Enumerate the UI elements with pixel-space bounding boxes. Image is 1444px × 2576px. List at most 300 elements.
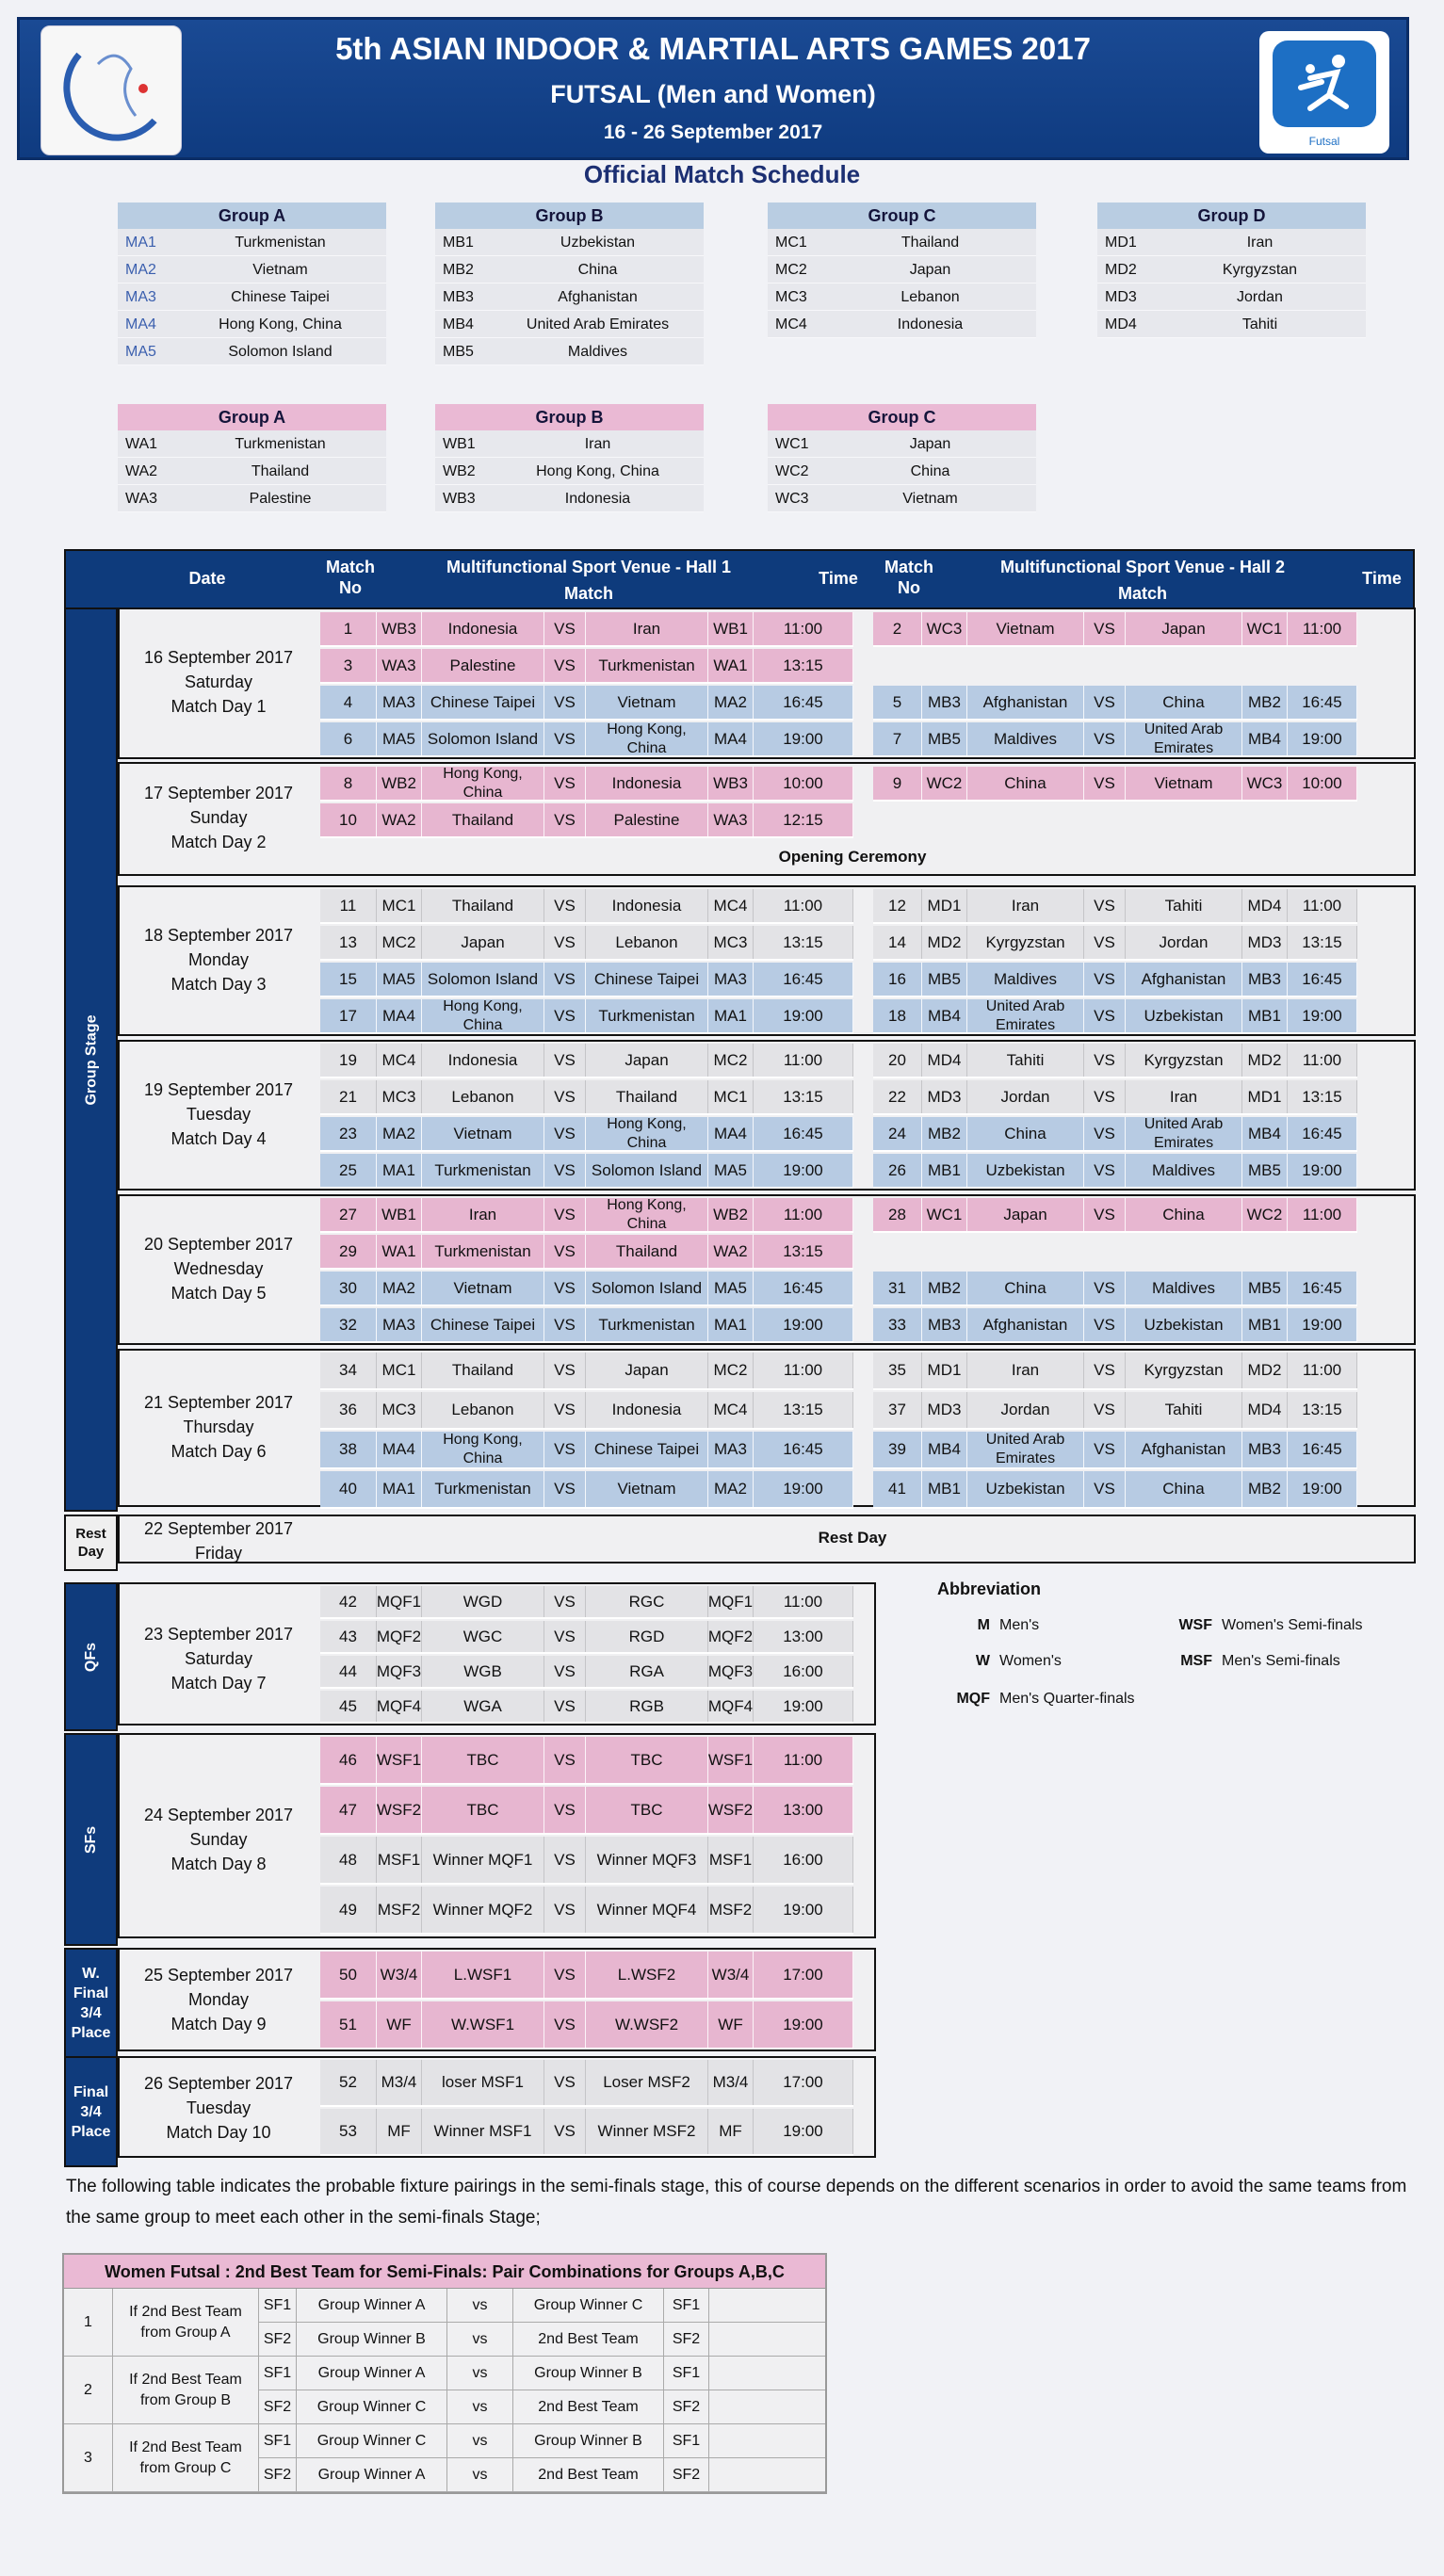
match-row	[320, 649, 853, 684]
home-code: MA5	[377, 722, 422, 755]
match-row	[320, 1787, 853, 1835]
away-code: MA5	[708, 1272, 754, 1304]
match-number: 28	[873, 1198, 922, 1231]
home-code: WC1	[922, 1198, 967, 1231]
away-team: Indonesia	[586, 1392, 708, 1428]
pair-cell: vs	[447, 2458, 513, 2491]
match-time: 19:00	[1288, 1471, 1357, 1507]
match-row	[320, 1737, 853, 1785]
away-code: MQF1	[708, 1586, 754, 1617]
day-date: 18 September 2017	[143, 926, 294, 945]
match-number: 30	[320, 1272, 377, 1304]
home-code: WB3	[377, 612, 422, 645]
home-code: MA4	[377, 999, 422, 1032]
day-label: Match Day 8	[170, 1855, 267, 1873]
team-code: MD1	[1105, 235, 1137, 251]
match-time: 19:00	[1288, 1154, 1357, 1187]
day-weekday: Saturday	[184, 1649, 253, 1668]
team-code: MD3	[1105, 289, 1137, 305]
away-code: MB2	[1242, 686, 1288, 719]
away-team: Loser MSF2	[586, 2060, 708, 2105]
versus: VS	[1084, 963, 1126, 996]
match-number: 38	[320, 1432, 377, 1467]
home-code: MQF4	[377, 1691, 422, 1722]
match-time: 19:00	[1288, 722, 1357, 755]
match-row	[873, 767, 1357, 802]
abbreviation-value: Men's Semi-finals	[1222, 1653, 1340, 1669]
abbreviation-item	[937, 1691, 1135, 1708]
match-row	[873, 1198, 1357, 1233]
group-team-row	[118, 256, 386, 284]
match-number: 13	[320, 926, 377, 959]
away-team: Kyrgyzstan	[1126, 1044, 1242, 1077]
day-label: Match Day 6	[170, 1442, 267, 1461]
pair-cell: vs	[447, 2323, 513, 2356]
away-code: WC3	[1242, 767, 1288, 800]
match-number: 37	[873, 1392, 922, 1428]
match-time: 13:15	[754, 649, 853, 682]
versus: VS	[1084, 1044, 1126, 1077]
match-row	[320, 1272, 853, 1306]
match-number: 19	[320, 1044, 377, 1077]
pair-row	[259, 2357, 825, 2390]
match-number: 46	[320, 1737, 377, 1783]
home-team: Vietnam	[967, 612, 1084, 645]
match-time: 13:15	[754, 926, 853, 959]
match-time: 19:00	[754, 1308, 853, 1341]
day-date	[120, 923, 317, 996]
group-team-row	[435, 284, 704, 311]
home-team: WGA	[422, 1691, 544, 1722]
away-team: Palestine	[586, 803, 708, 836]
day-weekday: Thursday	[183, 1418, 254, 1436]
away-code: MB1	[1242, 1308, 1288, 1341]
home-team: Vietnam	[422, 1117, 544, 1150]
versus: VS	[544, 1656, 586, 1687]
away-team: Afghanistan	[1126, 1432, 1242, 1467]
away-team: Hong Kong, China	[586, 1117, 708, 1150]
versus: VS	[544, 1392, 586, 1428]
match-row	[320, 1952, 853, 2000]
versus: VS	[1084, 1080, 1126, 1113]
team-name: Solomon Island	[228, 344, 333, 360]
away-code: WC1	[1242, 612, 1288, 645]
home-team: Winner MSF1	[422, 2109, 544, 2154]
match-number: 34	[320, 1353, 377, 1388]
versus: VS	[544, 1586, 586, 1617]
match-row	[873, 926, 1357, 961]
away-team: TBC	[586, 1737, 708, 1783]
match-time: 11:00	[754, 612, 853, 645]
away-code: W3/4	[708, 1952, 754, 1998]
pair-cell: SF2	[259, 2458, 297, 2491]
pair-cell: vs	[447, 2357, 513, 2390]
versus: VS	[1084, 1154, 1126, 1187]
away-team: L.WSF2	[586, 1952, 708, 1998]
day-date	[120, 1077, 317, 1151]
day-weekday: Friday	[194, 1544, 242, 1563]
home-code: MD3	[922, 1392, 967, 1428]
match-number: 35	[873, 1353, 922, 1388]
match-number: 3	[320, 649, 377, 682]
day-date	[120, 645, 317, 719]
abbreviation-value: Men's	[999, 1617, 1040, 1633]
team-name: China	[910, 463, 950, 479]
pair-row	[259, 2390, 825, 2424]
away-code: MC1	[708, 1080, 754, 1113]
group-team-row	[768, 458, 1036, 485]
away-team: Iran	[1126, 1080, 1242, 1113]
home-team: Lebanon	[422, 1392, 544, 1428]
home-code: MB5	[922, 963, 967, 996]
group-header: Group B	[435, 404, 704, 430]
match-row	[320, 1198, 853, 1233]
match-row	[320, 1353, 853, 1390]
away-code: MA2	[708, 686, 754, 719]
versus: VS	[544, 1837, 586, 1883]
women-sf-table	[62, 2253, 827, 2494]
team-name: Kyrgyzstan	[1222, 262, 1298, 278]
women-sf-group	[64, 2357, 825, 2424]
group-header: Group B	[435, 203, 704, 229]
away-team: Vietnam	[586, 1471, 708, 1507]
day-label: Match Day 10	[166, 2123, 271, 2142]
match-time: 13:15	[1288, 1080, 1357, 1113]
abbreviation-key: W	[975, 1653, 990, 1669]
versus: VS	[1084, 1198, 1126, 1231]
match-number: 7	[873, 722, 922, 755]
away-code: MB2	[1242, 1471, 1288, 1507]
home-team: TBC	[422, 1787, 544, 1833]
match-row	[873, 1471, 1357, 1509]
rest-day-note: Rest Day	[818, 1529, 887, 1547]
match-number: 42	[320, 1586, 377, 1617]
day-date	[120, 1622, 317, 1695]
match-number: 25	[320, 1154, 377, 1187]
pair-row	[259, 2289, 825, 2323]
match-row	[320, 1471, 853, 1509]
team-code: MB3	[443, 289, 474, 305]
women-group	[435, 404, 704, 512]
pair-cell: Group Winner A	[297, 2289, 447, 2322]
abbreviation-value: Women's	[999, 1653, 1062, 1669]
match-number: 33	[873, 1308, 922, 1341]
versus: VS	[544, 649, 586, 682]
home-team: Iran	[967, 889, 1084, 922]
away-team: Chinese Taipei	[586, 1432, 708, 1467]
scenario-number: 1	[64, 2289, 113, 2357]
home-team: Winner MQF1	[422, 1837, 544, 1883]
away-team: Solomon Island	[586, 1272, 708, 1304]
home-team: Indonesia	[422, 612, 544, 645]
day-weekday: Tuesday	[186, 2098, 251, 2117]
away-team: Indonesia	[586, 889, 708, 922]
home-code: MA2	[377, 1272, 422, 1304]
home-code: M3/4	[377, 2060, 422, 2105]
team-code: MB5	[443, 344, 474, 360]
group-team-row	[118, 229, 386, 256]
home-team: Chinese Taipei	[422, 1308, 544, 1341]
home-team: Maldives	[967, 722, 1084, 755]
stage-sf: SFs	[64, 1733, 118, 1946]
match-row	[320, 803, 853, 838]
versus: VS	[544, 1621, 586, 1652]
day-weekday: Wednesday	[173, 1259, 264, 1278]
team-code: WB2	[443, 463, 476, 479]
team-code: MB1	[443, 235, 474, 251]
header-time-1: Time	[819, 569, 858, 588]
home-code: MB4	[922, 1432, 967, 1467]
away-code: MC4	[708, 889, 754, 922]
day-date: 20 September 2017	[143, 1235, 294, 1254]
futsal-player-icon	[1273, 41, 1376, 127]
versus: VS	[544, 1117, 586, 1150]
match-number: 18	[873, 999, 922, 1032]
versus: VS	[1084, 1471, 1126, 1507]
match-time: 10:00	[754, 767, 853, 800]
day-date	[120, 1390, 317, 1464]
match-row	[320, 1837, 853, 1885]
home-team: Thailand	[422, 889, 544, 922]
women-group	[768, 404, 1036, 512]
home-team: Maldives	[967, 963, 1084, 996]
header-date: Date	[188, 569, 226, 588]
abbreviation-item	[1163, 1617, 1362, 1634]
match-time: 13:15	[754, 1080, 853, 1113]
team-code: MA5	[125, 344, 156, 360]
away-team: Uzbekistan	[1126, 999, 1242, 1032]
group-header: Group A	[118, 404, 386, 430]
away-team: Turkmenistan	[586, 649, 708, 682]
away-code: MF	[708, 2109, 754, 2154]
home-code: MSF1	[377, 1837, 422, 1883]
pair-cell: Group Winner C	[513, 2289, 664, 2322]
home-team: W.WSF1	[422, 2001, 544, 2048]
team-name: Vietnam	[252, 262, 308, 278]
home-code: MB2	[922, 1117, 967, 1150]
match-number: 5	[873, 686, 922, 719]
away-code: MB5	[1242, 1154, 1288, 1187]
pair-cell: SF2	[664, 2390, 709, 2423]
abbreviation-key: WSF	[1178, 1617, 1212, 1633]
team-name: Hong Kong, China	[219, 316, 342, 332]
match-number: 4	[320, 686, 377, 719]
home-team: Indonesia	[422, 1044, 544, 1077]
away-code: MD4	[1242, 889, 1288, 922]
day-label: Match Day 5	[170, 1284, 267, 1303]
match-row	[320, 926, 853, 961]
away-team: RGB	[586, 1691, 708, 1722]
match-row	[320, 1887, 853, 1935]
group-team-row	[1097, 284, 1366, 311]
away-code: MC3	[708, 926, 754, 959]
home-team: Thailand	[422, 803, 544, 836]
home-team: Afghanistan	[967, 686, 1084, 719]
group-team-row	[768, 284, 1036, 311]
away-code: MA4	[708, 1117, 754, 1150]
match-time: 11:00	[754, 1353, 853, 1388]
match-number: 20	[873, 1044, 922, 1077]
versus: VS	[544, 2001, 586, 2048]
match-row	[320, 1308, 853, 1343]
home-team: Hong Kong, China	[422, 1432, 544, 1467]
away-code: MQF4	[708, 1691, 754, 1722]
versus: VS	[544, 926, 586, 959]
away-code: MSF1	[708, 1837, 754, 1883]
match-row	[320, 1432, 853, 1469]
team-code: WC1	[775, 436, 809, 452]
away-team: Chinese Taipei	[586, 963, 708, 996]
away-code: MC4	[708, 1392, 754, 1428]
match-time: 10:00	[1288, 767, 1357, 800]
match-number: 10	[320, 803, 377, 836]
match-number: 49	[320, 1887, 377, 1933]
home-code: MD1	[922, 889, 967, 922]
match-row	[320, 722, 853, 757]
away-team: China	[1126, 1471, 1242, 1507]
home-team: Jordan	[967, 1080, 1084, 1113]
day-date: 26 September 2017	[143, 2074, 294, 2093]
home-team: TBC	[422, 1737, 544, 1783]
home-code: MC1	[377, 889, 422, 922]
home-code: WA2	[377, 803, 422, 836]
match-row	[873, 1272, 1357, 1306]
match-row	[320, 963, 853, 997]
away-team: Japan	[586, 1044, 708, 1077]
team-code: WC2	[775, 463, 809, 479]
day-date: 21 September 2017	[143, 1393, 294, 1412]
group-team-row	[435, 485, 704, 512]
abbreviation-item	[937, 1617, 1039, 1634]
away-team: Lebanon	[586, 926, 708, 959]
match-time: 19:00	[1288, 999, 1357, 1032]
match-time: 16:45	[754, 1432, 853, 1467]
pair-row	[259, 2424, 825, 2458]
team-name: Palestine	[249, 491, 312, 507]
match-number: 15	[320, 963, 377, 996]
away-team: United Arab Emirates	[1126, 1117, 1242, 1150]
day-date: 24 September 2017	[143, 1806, 294, 1824]
home-team: Japan	[967, 1198, 1084, 1231]
versus: VS	[544, 1272, 586, 1304]
header-hall2: Multifunctional Sport Venue - Hall 2	[999, 558, 1286, 576]
pair-cell: SF2	[664, 2323, 709, 2356]
match-row	[320, 1044, 853, 1078]
home-team: Palestine	[422, 649, 544, 682]
team-name: Maldives	[567, 344, 628, 360]
group-team-row	[768, 256, 1036, 284]
group-header: Group C	[768, 203, 1036, 229]
versus: VS	[1084, 686, 1126, 719]
team-code: WB1	[443, 436, 476, 452]
versus: VS	[1084, 1353, 1126, 1388]
group-team-row	[118, 458, 386, 485]
group-team-row	[118, 338, 386, 365]
versus: VS	[1084, 1392, 1126, 1428]
match-time: 16:45	[1288, 686, 1357, 719]
abbreviation-key: MSF	[1180, 1653, 1212, 1669]
versus: VS	[1084, 999, 1126, 1032]
day-date	[120, 1516, 317, 1565]
match-time: 17:00	[754, 1952, 853, 1998]
home-team: loser MSF1	[422, 2060, 544, 2105]
futsal-logo	[1259, 31, 1389, 154]
day-date: 23 September 2017	[143, 1625, 294, 1644]
pair-cell: SF1	[664, 2289, 709, 2322]
home-code: MB1	[922, 1471, 967, 1507]
day-label: Match Day 9	[170, 2015, 267, 2033]
away-team: Winner MQF4	[586, 1887, 708, 1933]
versus: VS	[544, 1353, 586, 1388]
day-date: 19 September 2017	[143, 1080, 294, 1099]
day-date: 16 September 2017	[143, 648, 294, 667]
match-row	[320, 1691, 853, 1724]
header-match-1: Match	[563, 584, 613, 603]
semi-final-explanation: The following table indicates the probable fixture pairings in the semi-finals stage, this of course depends on the different scenarios in order to avoid the same teams from the same group to meet each other in the semi-finals Stage;	[66, 2177, 1407, 2228]
away-code: WB1	[708, 612, 754, 645]
team-name: Thailand	[251, 463, 310, 479]
team-code: WA2	[125, 463, 158, 479]
pair-cell: SF2	[259, 2390, 297, 2423]
group-team-row	[768, 311, 1036, 338]
team-name: Jordan	[1237, 289, 1283, 305]
team-code: MC1	[775, 235, 807, 251]
match-number: 12	[873, 889, 922, 922]
team-name: Iran	[1246, 235, 1274, 251]
match-row	[320, 1154, 853, 1189]
match-time: 11:00	[754, 1044, 853, 1077]
team-name: Hong Kong, China	[536, 463, 659, 479]
day-date: 22 September 2017	[143, 1519, 294, 1538]
home-code: WSF1	[377, 1737, 422, 1783]
futsal-logo-label: Futsal	[1308, 135, 1340, 148]
away-code: MA3	[708, 1432, 754, 1467]
pair-cell: vs	[447, 2289, 513, 2322]
versus: VS	[544, 1737, 586, 1783]
home-team: Winner MQF2	[422, 1887, 544, 1933]
match-time: 19:00	[754, 1471, 853, 1507]
away-team: China	[1126, 686, 1242, 719]
men-group	[435, 203, 704, 365]
stage-final: Final 3/4 Place	[64, 2056, 118, 2167]
away-code: MA1	[708, 999, 754, 1032]
match-time: 13:15	[1288, 926, 1357, 959]
away-code: WA3	[708, 803, 754, 836]
games-emblem-icon	[41, 26, 183, 156]
header-dates: 16 - 26 September 2017	[603, 122, 823, 143]
away-code: MD3	[1242, 926, 1288, 959]
home-team: Turkmenistan	[422, 1471, 544, 1507]
away-code: WF	[708, 2001, 754, 2048]
away-team: Winner MQF3	[586, 1837, 708, 1883]
home-code: MA3	[377, 686, 422, 719]
away-team: United Arab Emirates	[1126, 722, 1242, 755]
day-date: 17 September 2017	[143, 784, 294, 802]
team-code: MC4	[775, 316, 807, 332]
match-number: 48	[320, 1837, 377, 1883]
group-header: Group C	[768, 404, 1036, 430]
match-row	[873, 1117, 1357, 1152]
match-time: 11:00	[1288, 612, 1357, 645]
match-time: 11:00	[754, 1198, 853, 1231]
home-code: MD3	[922, 1080, 967, 1113]
home-team: Iran	[967, 1353, 1084, 1388]
group-team-row	[435, 229, 704, 256]
versus: VS	[544, 1154, 586, 1187]
away-team: Kyrgyzstan	[1126, 1353, 1242, 1388]
match-time: 19:00	[754, 1691, 853, 1722]
day-date	[120, 2071, 317, 2145]
